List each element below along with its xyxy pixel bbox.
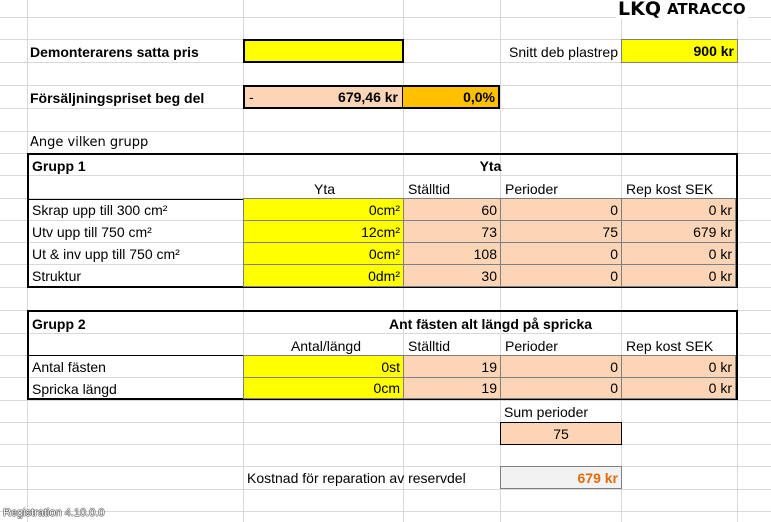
group2-col-perioder: Perioder bbox=[505, 338, 558, 354]
group1-yta-input[interactable]: 0cm² bbox=[243, 242, 404, 265]
lkq-logo-mark: LKQ bbox=[618, 0, 661, 19]
forsaljning-value: 679,46 kr bbox=[338, 89, 398, 105]
group1-row-label: Skrap upp till 300 cm² bbox=[32, 202, 168, 218]
group1-title: Grupp 1 bbox=[32, 158, 86, 174]
group2-repkost-cell: 0 kr bbox=[621, 355, 736, 378]
group1-yta-input[interactable]: 0cm² bbox=[243, 198, 404, 221]
atracco-logo-text: ATRACCO bbox=[666, 0, 746, 18]
group2-langd-input[interactable]: 0cm bbox=[243, 377, 404, 399]
lkq-logo bbox=[616, 0, 748, 19]
group1-row-label: Struktur bbox=[32, 267, 82, 284]
snitt-deb-label: Snitt deb plastrep bbox=[509, 43, 618, 60]
demonterare-price-input[interactable] bbox=[243, 39, 404, 63]
group2-repkost-cell: 0 kr bbox=[621, 377, 736, 399]
group2-col-repkost: Rep kost SEK bbox=[626, 338, 714, 354]
group1-col-yta: Yta bbox=[313, 180, 335, 197]
group2-section-title: Ant fästen alt längd på spricka bbox=[388, 315, 593, 332]
group2-col-antal: Antal/längd bbox=[290, 338, 361, 354]
group1-repkost-cell: 0 kr bbox=[621, 264, 736, 287]
group2-antal-input[interactable]: 0st bbox=[243, 355, 404, 378]
group1-perioder-cell: 0 bbox=[500, 242, 622, 265]
forsaljning-percent: 0,0% bbox=[403, 85, 500, 109]
group1-stalltid-cell: 108 bbox=[403, 242, 501, 265]
group2-row-label: Antal fästen bbox=[32, 359, 106, 375]
group2-stalltid-cell: 19 bbox=[403, 355, 501, 378]
registration-version: Registration 4.10.0.0 bbox=[3, 507, 105, 519]
sum-perioder-value: 75 bbox=[500, 422, 622, 445]
group1-repkost-cell: 0 kr bbox=[621, 198, 736, 221]
group2-perioder-cell: 0 bbox=[500, 355, 622, 378]
group1-repkost-cell: 679 kr bbox=[621, 220, 736, 243]
group1-stalltid-cell: 30 bbox=[403, 264, 501, 287]
group2-col-stalltid: Ställtid bbox=[408, 338, 451, 354]
forsaljning-value-cell bbox=[243, 85, 404, 109]
group2-title: Grupp 2 bbox=[32, 315, 86, 332]
sum-perioder-label: Sum perioder bbox=[504, 404, 589, 420]
kostnad-value: 679 kr bbox=[500, 466, 622, 489]
forsaljning-sign: - bbox=[249, 89, 254, 105]
group2-stalltid-cell: 19 bbox=[403, 377, 501, 399]
forsaljning-label: Försäljningspriset beg del bbox=[30, 89, 205, 106]
ange-grupp-label: Ange vilken grupp bbox=[30, 135, 149, 150]
group1-perioder-cell: 0 bbox=[500, 264, 622, 287]
group1-perioder-cell: 0 bbox=[500, 198, 622, 221]
group1-yta-input[interactable]: 12cm² bbox=[243, 220, 404, 243]
group1-row-label: Ut & inv upp till 750 cm² bbox=[32, 246, 180, 262]
group1-stalltid-cell: 73 bbox=[403, 220, 501, 243]
snitt-deb-value[interactable]: 900 kr bbox=[621, 39, 738, 63]
group2-row-label: Spricka längd bbox=[32, 380, 117, 397]
group1-stalltid-cell: 60 bbox=[403, 198, 501, 221]
group2-perioder-cell: 0 bbox=[500, 377, 622, 399]
kostnad-label: Kostnad för reparation av reservdel bbox=[247, 470, 466, 486]
group1-row-label: Utv upp till 750 cm² bbox=[32, 224, 152, 240]
group1-repkost-cell: 0 kr bbox=[621, 242, 736, 265]
group1-col-perioder: Perioder bbox=[505, 180, 558, 197]
group1-perioder-cell: 75 bbox=[500, 220, 622, 243]
group1-col-stalltid: Ställtid bbox=[408, 180, 451, 197]
group1-section-title: Yta bbox=[479, 158, 502, 174]
demonterare-label: Demonterarens satta pris bbox=[30, 43, 199, 60]
group1-yta-input[interactable]: 0dm² bbox=[243, 264, 404, 287]
group1-col-repkost: Rep kost SEK bbox=[626, 180, 714, 197]
